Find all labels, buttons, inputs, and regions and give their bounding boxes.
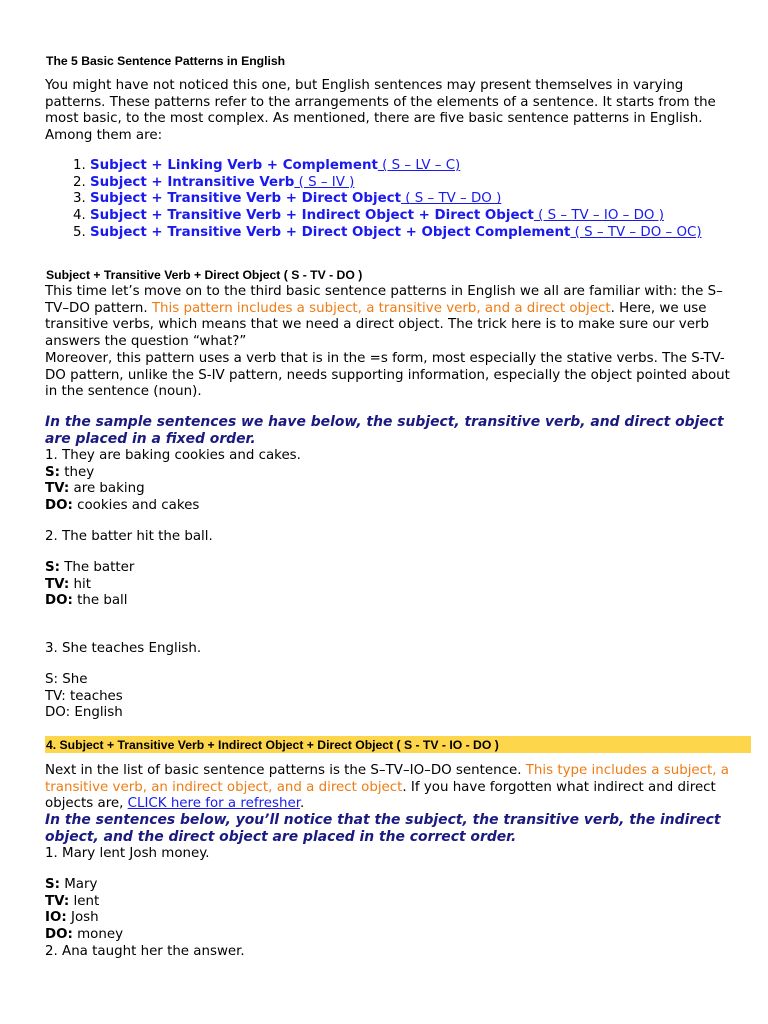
label: DO: [45,593,73,609]
example-sentence: 2. Ana taught her the answer. [45,943,245,959]
example-4 [45,877,745,961]
example-verb: TV: teaches [45,688,123,704]
pattern-label: Subject + Transitive Verb + Indirect Object + Direct Object [90,208,534,224]
example-1 [45,448,745,515]
value: Josh [66,910,99,926]
example-subject [45,560,745,577]
note-callout: In the sample sentences we have below, the subject, transitive verb, and direct object are placed in a fixed order. [45,414,724,447]
paragraph-text: Next in the list of basic sentence patterns is the S–TV–IO–DO sentence. [45,763,526,778]
note-callout: In the sentences below, you’ll notice that the subject, the transitive verb, the indirect object, and the direct object are placed in the correct order. [45,812,721,845]
pattern-label: Subject + Transitive Verb + Direct Object + Object Complement [90,224,571,240]
section-heading-highlight [45,736,751,753]
pattern-link[interactable]: ( S – TV – DO – OC) [570,224,702,240]
list-item [90,158,730,175]
label: S: [45,560,60,575]
value: money [72,927,124,943]
pattern-label: Subject + Transitive Verb + Direct Object [90,191,401,207]
value: Mary [60,877,98,892]
highlighted-text: This type includes a subject, a transitive verb, an indirect object, and a direct object [45,763,729,795]
list-item [90,191,730,208]
example-object [45,593,745,610]
example-sentence: 2. The batter hit the ball. [45,529,213,544]
section-heading-s-tv-io-do: 4. Subject + Transitive Verb + Indirect Object + Direct Object ( S - TV - IO - DO ) [46,738,499,752]
list-item [90,175,730,192]
value: are baking [69,481,145,497]
list-item [90,225,730,242]
label: IO: [45,910,67,926]
value: hit [69,576,91,592]
value: they [60,464,95,480]
label: TV: [45,481,70,497]
example-subject [45,465,745,482]
paragraph-text: This time let’s move on to the third basic sentence patterns in English we all are familiar with: the S–TV–DO pattern. [45,284,723,316]
paragraph [45,763,745,813]
paragraph-text: . If you have forgotten what indirect and direct objects are, [45,779,716,812]
example-verb [45,894,745,911]
label: DO: [45,927,73,943]
example-subject [45,877,745,894]
example-object [45,927,745,944]
value: The batter [60,560,135,575]
refresher-link[interactable]: CLICK here for a refresher [127,796,300,812]
paragraph: Moreover, this pattern uses a verb that is in the =s form, most especially the stative verbs. The S-TV-DO pattern, unlike the S-IV pattern, needs supporting information, especially the object pointed about in the sentence (noun). [45,350,730,400]
value: cookies and cakes [72,498,200,514]
example-object [45,498,745,515]
example-sentence: 1. Mary lent Josh money. [45,846,210,861]
value: the ball [72,593,128,609]
intro-paragraph: You might have not noticed this one, but English sentences may present themselves in varying patterns. These patterns refer to the arrangements of the elements of a sentence. It starts from the most basic, to the most complex. As mentioned, there are five basic sentence patterns in English. Among them are: [45,78,716,144]
example-object: DO: English [45,705,123,721]
paragraph-text: . [299,796,305,812]
example-indirect-object [45,910,745,927]
pattern-label: Subject + Intransitive Verb [90,174,295,190]
section-s-tv-do-body [45,284,745,401]
label: TV: [45,893,70,909]
highlighted-text: This pattern includes a subject, a transitive verb, and a direct object [151,300,611,316]
page-title: The 5 Basic Sentence Patterns in English [46,54,286,68]
label: S: [45,877,60,892]
paragraph [45,284,745,351]
example-3 [45,672,745,722]
pattern-link[interactable]: ( S – TV – IO – DO ) [533,208,664,224]
label: DO: [45,498,73,514]
section-heading-s-tv-do: Subject + Transitive Verb + Direct Object ( S - TV - DO ) [46,268,363,282]
patterns-list [45,158,730,242]
example-2 [45,560,745,610]
list-item [90,208,730,225]
pattern-link[interactable]: ( S – LV – C) [377,158,461,173]
example-verb [45,577,745,594]
value: lent [69,893,100,909]
pattern-label: Subject + Linking Verb + Complement [90,158,378,173]
label: S: [45,464,60,480]
paragraph-text: . Here, we use transitive verbs, which means that we need a direct object. The trick here is to make sure our verb answers the question “what?” [45,300,709,350]
example-verb [45,481,745,498]
pattern-link[interactable]: ( S – IV ) [294,174,355,190]
pattern-link[interactable]: ( S – TV – DO ) [401,191,502,207]
example-sentence: 3. She teaches English. [45,641,202,656]
label: TV: [45,576,70,592]
example-sentence: 1. They are baking cookies and cakes. [45,448,301,463]
example-subject: S: She [45,672,88,687]
